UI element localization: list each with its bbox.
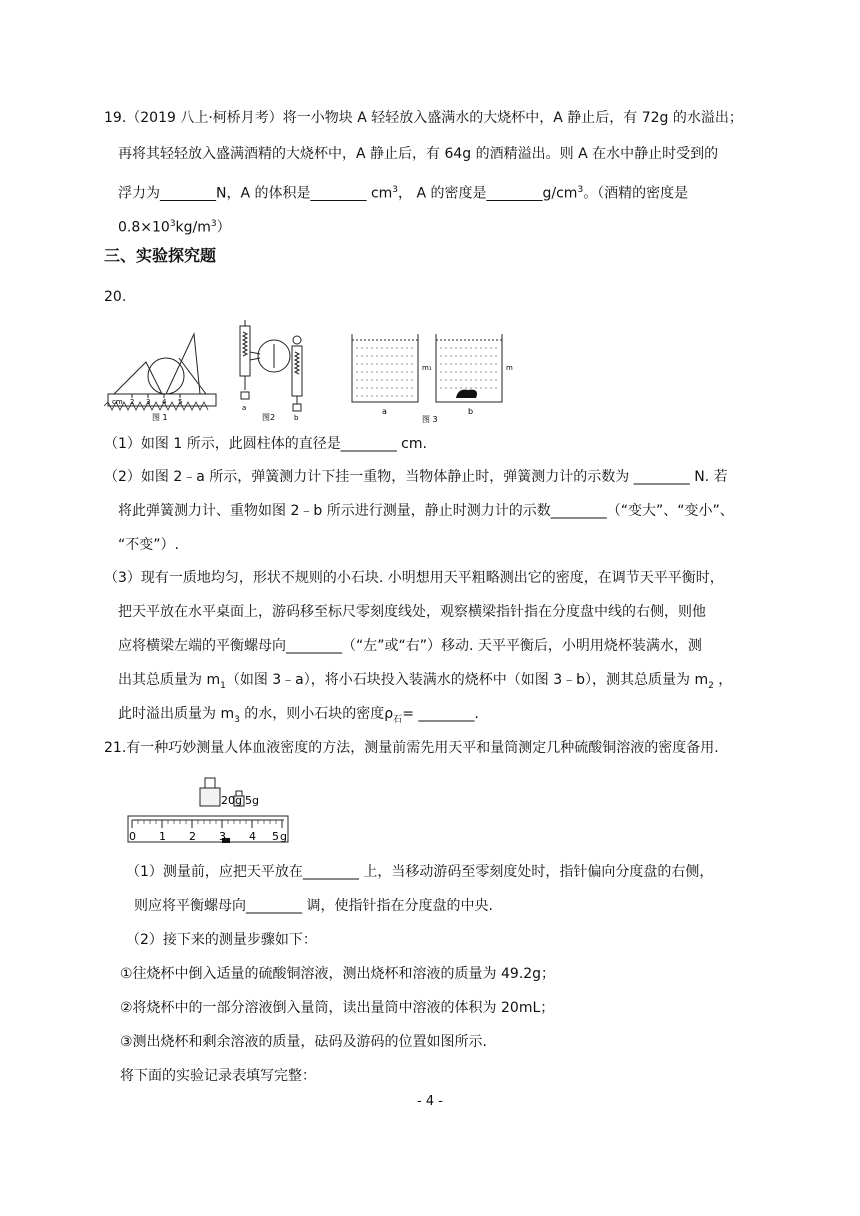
q19-line-1: 19.（2019 八上·柯桥月考）将一小物块 A 轻轻放入盛满水的大烧杯中，A 静止后，有 72g 的水溢出； — [104, 110, 743, 126]
rider-scale — [128, 816, 288, 842]
q21-fill-instruction: 将下面的实验记录表填写完整： — [120, 1068, 316, 1084]
q21-part-2: （2）接下来的测量步骤如下： — [126, 932, 317, 948]
figure-2-a-label: a — [242, 404, 247, 412]
scale-tick-5: 5 — [272, 830, 279, 843]
q21-part-1-line-1: （1）测量前，应把天平放在________ 上，当移动游码至零刻度处时，指针偏向分度盘的右侧， — [126, 864, 714, 880]
q20-part-2-line-1: （2）如图 2﹣a 所示，弹簧测力计下挂一重物，当物体静止时，弹簧测力计的示数为 ________ N. 若 — [104, 469, 728, 485]
figure-3-m-label: m — [506, 364, 513, 372]
scale-tick-3: 3 — [219, 830, 226, 843]
q20-number: 20. — [104, 289, 127, 305]
section-heading: 三、实验探究题 — [104, 246, 217, 265]
ruler-tick-4: 4 — [162, 398, 167, 406]
figure-3-label: 图 3 — [422, 415, 438, 424]
q21-step-2: ②将烧杯中的一部分溶液倒入量筒，读出量筒中溶液的体积为 20mL； — [120, 1000, 555, 1016]
stone-shape — [456, 390, 477, 398]
q21-part-1-line-2: 则应将平衡螺母向________ 调，使指针指在分度盘的中央. — [134, 898, 493, 914]
q21-step-1: ①往烧杯中倒入适量的硫酸铜溶液，测出烧杯和溶液的质量为 49.2g； — [120, 966, 556, 982]
scale-tick-2: 2 — [189, 830, 196, 843]
q20-figures — [104, 318, 524, 424]
ruler-cm-label: cm — [112, 398, 123, 406]
q21-step-3: ③测出烧杯和剩余溶液的质量，砝码及游码的位置如图所示. — [120, 1034, 487, 1050]
q20-part-1: （1）如图 1 所示，此圆柱体的直径是________ cm. — [104, 436, 427, 452]
q19-line-2: 再将其轻轻放入盛满酒精的大烧杯中，A 静止后，有 64g 的酒精溢出。则 A 在水中静止时受到的 — [118, 146, 719, 162]
figure-2-b-label: b — [294, 414, 299, 422]
q20-part-3-line-4: 出其总质量为 $m_1$（如图 3﹣a），将小石块投入装满水的烧杯中（如图 3﹣b），测其总质量为 $m_2$ ， — [118, 672, 733, 691]
scale-tick-1: 1 — [159, 830, 166, 843]
figure-1-label: 图 1 — [152, 413, 168, 422]
q20-part-2-line-3: “不变”）. — [118, 537, 179, 553]
weight-20g-label: 20g — [221, 794, 242, 807]
figure-3-b-label: b — [468, 407, 474, 416]
q20-part-3-line-3: 应将横梁左端的平衡螺母向________（“左”或“右”）移动. 天平平衡后，小明用烧杯装满水，测 — [118, 638, 702, 654]
q19-line-3: 浮力为________N，A 的体积是________ $cm^3$， A 的密度是$\_\_\_\_\_\_\_\_g/cm^3$。（酒精的密度是 — [118, 185, 689, 202]
scale-tick-0: 0 — [129, 830, 136, 843]
q20-part-3-line-1: （3）现有一质地均匀，形状不规则的小石块. 小明想用天平粗略测出它的密度，在调节天平平衡时， — [104, 570, 724, 586]
ruler-tick-5: 5 — [178, 398, 183, 406]
page-number: - 4 - — [417, 1094, 443, 1109]
figure-2-label: 图2 — [262, 413, 276, 422]
ruler-tick-2: 2 — [130, 398, 135, 406]
q19-line-4: $0.8\times 10^3kg/m^3$） — [118, 219, 231, 236]
figure-2-spring-scales — [240, 320, 302, 411]
scale-tick-4: 4 — [249, 830, 256, 843]
q20-part-3-line-2: 把天平放在水平桌面上，游码移至标尺零刻度线处，观察横梁指针指在分度盘中线的右侧，则他 — [118, 604, 706, 620]
q21-stem: 21.有一种巧妙测量人体血液密度的方法，测量前需先用天平和量筒测定几种硫酸铜溶液的密度备用. — [104, 740, 719, 756]
weight-5g-label: 5g — [245, 794, 259, 807]
q21-balance-figure — [126, 776, 294, 852]
scale-unit-g: g — [280, 830, 287, 843]
q20-part-3-line-5: 此时溢出质量为 $m_3$ 的水，则小石块的密度$\rho_石=$ ________. — [118, 706, 479, 725]
ruler-tick-3: 3 — [146, 398, 151, 406]
figure-3-m1-label: m₁ — [422, 364, 432, 372]
figure-3-a-label: a — [382, 407, 387, 416]
q20-part-2-line-2: 将此弹簧测力计、重物如图 2﹣b 所示进行测量，静止时测力计的示数________（“变大”、“变小”、 — [118, 503, 734, 519]
